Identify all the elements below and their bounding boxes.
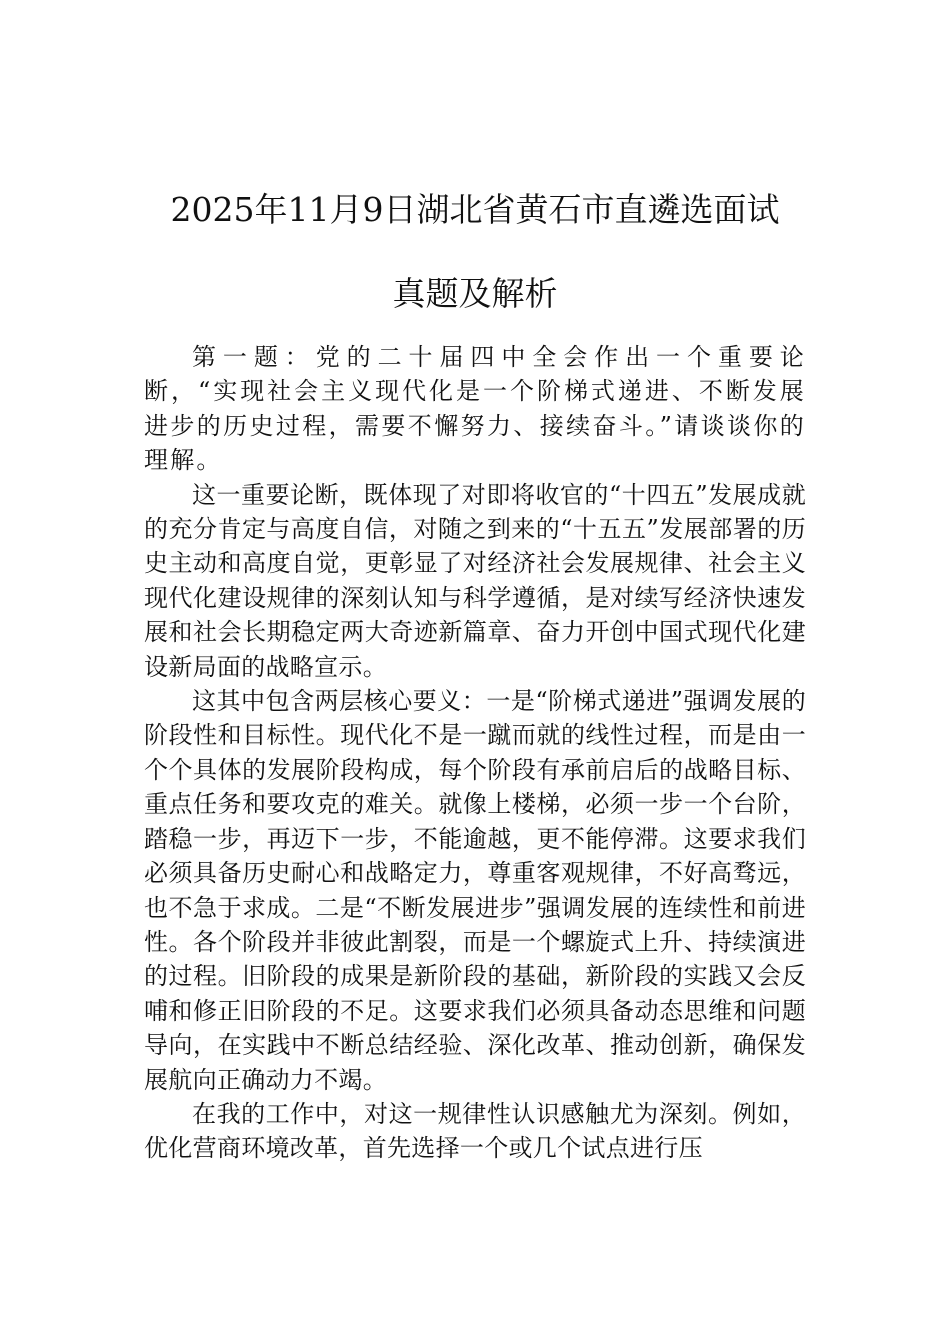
answer-paragraph-2: 这其中包含两层核心要义：一是“阶梯式递进”强调发展的阶段性和目标性。现代化不是一蹴而就的线性过程，而是由一个个具体的发展阶段构成，每个阶段有承前启后的战略目标、重点任务和要攻克的难关。就像上楼梯，必须一步一个台阶，踏稳一步，再迈下一步，不能逾越，更不能停滞。这要求我们必须具备历史耐心和战略定力，尊重客观规律，不好高骛远，也不急于求成。二是“不断发展进步”强调发展的连续性和前进性。各个阶段并非彼此割裂，而是一个螺旋式上升、持续演进的过程。旧阶段的成果是新阶段的基础，新阶段的实践又会反哺和修正旧阶段的不足。这要求我们必须具备动态思维和问题导向，在实践中不断总结经验、深化改革、推动创新，确保发展航向正确动力不竭。 <box>144 687 806 1094</box>
document-body <box>144 340 806 1166</box>
document-title <box>100 168 850 336</box>
title-line-1: 2025年11月9日湖北省黄石市直遴选面试 <box>170 190 780 229</box>
title-line-2: 真题及解析 <box>392 274 558 313</box>
answer-paragraph-3: 在我的工作中，对这一规律性认识感触尤为深刻。例如，优化营商环境改革，首先选择一个或几个试点进行压 <box>144 1099 806 1163</box>
question-paragraph: 第一题：党的二十届四中全会作出一个重要论断，“实现社会主义现代化是一个阶梯式递进、不断发展进步的历史过程，需要不懈努力、接续奋斗。”请谈谈你的理解。 <box>144 343 806 475</box>
answer-paragraph-1: 这一重要论断，既体现了对即将收官的“十四五”发展成就的充分肯定与高度自信，对随之到来的“十五五”发展部署的历史主动和高度自觉，更彰显了对经济社会发展规律、社会主义现代化建设规律的深刻认知与科学遵循，是对续写经济快速发展和社会长期稳定两大奇迹新篇章、奋力开创中国式现代化建设新局面的战略宣示。 <box>144 480 806 681</box>
